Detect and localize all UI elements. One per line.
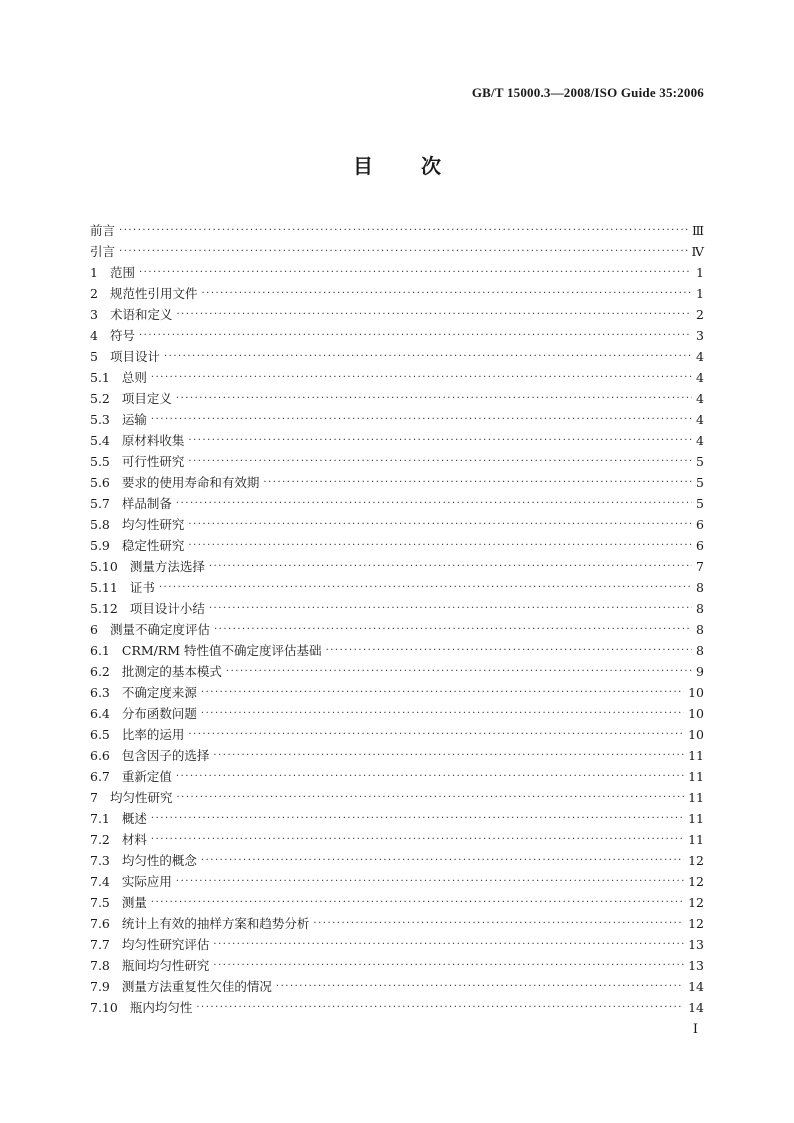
toc-entry-page: 12	[688, 853, 704, 868]
toc-entry[interactable]	[90, 577, 704, 598]
toc-entry-label: 统计上有效的抽样方案和趋势分析	[121, 916, 310, 931]
toc-entry[interactable]	[90, 409, 704, 430]
toc-entry-number: 5	[90, 349, 98, 364]
toc-entry[interactable]	[90, 934, 704, 955]
toc-entry-page: 6	[696, 517, 704, 532]
toc-entry-page: 14	[688, 979, 704, 994]
toc-entry[interactable]	[90, 955, 704, 976]
toc-leader-dots	[188, 430, 692, 451]
toc-leader-dots	[176, 388, 692, 409]
toc-entry-label: 证书	[129, 580, 155, 595]
toc-entry[interactable]	[90, 850, 704, 871]
toc-entry-page: 12	[688, 874, 704, 889]
toc-entry-page: 14	[688, 1000, 704, 1015]
toc-leader-dots	[188, 451, 692, 472]
toc-entry-label: 项目设计小结	[129, 601, 205, 616]
toc-entry-label: 测量不确定度评估	[109, 622, 210, 637]
toc-entry-page: 8	[696, 580, 704, 595]
toc-entry[interactable]	[90, 388, 704, 409]
toc-entry-page: 4	[696, 370, 704, 385]
toc-entry[interactable]	[90, 997, 704, 1018]
toc-entry-page: 6	[696, 538, 704, 553]
toc-entry[interactable]	[90, 703, 704, 724]
toc-leader-dots	[188, 724, 684, 745]
toc-entry-label: 包含因子的选择	[121, 748, 210, 763]
toc-entry[interactable]	[90, 724, 704, 745]
toc-leader-dots	[151, 367, 692, 388]
toc-entry-label: 可行性研究	[121, 454, 185, 469]
page-number: I	[692, 1022, 698, 1037]
toc-leader-dots	[263, 472, 692, 493]
toc-entry-label: 不确定度来源	[121, 685, 197, 700]
toc-leader-dots	[326, 640, 692, 661]
toc-entry-label: 前言	[90, 223, 116, 238]
toc-leader-dots	[188, 535, 692, 556]
toc-entry[interactable]	[90, 493, 704, 514]
toc-entry-page: 8	[696, 643, 704, 658]
toc-entry-label: 实际应用	[121, 874, 172, 889]
toc-entry[interactable]	[90, 556, 704, 577]
toc-leader-dots	[213, 955, 684, 976]
toc-entry[interactable]	[90, 661, 704, 682]
toc-leader-dots	[119, 241, 687, 262]
toc-entry-label: 项目定义	[121, 391, 172, 406]
toc-entry[interactable]	[90, 892, 704, 913]
toc-entry-page: 11	[688, 790, 704, 805]
toc-entry-label: 测量	[121, 895, 147, 910]
toc-entry-label: 术语和定义	[109, 307, 173, 322]
toc-leader-dots	[151, 808, 684, 829]
toc-entry-number: 6.2	[90, 664, 110, 679]
toc-entry[interactable]	[90, 871, 704, 892]
toc-entry-label: 样品制备	[121, 496, 172, 511]
toc-entry[interactable]	[90, 451, 704, 472]
toc-entry[interactable]	[90, 472, 704, 493]
toc-entry-page: 3	[696, 328, 704, 343]
toc-leader-dots	[209, 556, 692, 577]
toc-entry-label: 总则	[121, 370, 147, 385]
toc-entry[interactable]	[90, 430, 704, 451]
toc-leader-dots	[201, 283, 692, 304]
toc-entry-number: 6.3	[90, 685, 110, 700]
toc-entry-number: 6.4	[90, 706, 110, 721]
toc-entry-label: 概述	[121, 811, 147, 826]
toc-entry-page: 11	[688, 769, 704, 784]
toc-entry-number: 6.7	[90, 769, 110, 784]
toc-entry-number: 5.11	[90, 580, 118, 595]
toc-entry-label: 均匀性研究评估	[121, 937, 210, 952]
toc-leader-dots	[276, 976, 684, 997]
toc-entry[interactable]	[90, 304, 704, 325]
toc-entry-label: CRM/RM 特性值不确定度评估基础	[121, 643, 322, 658]
toc-leader-dots	[159, 577, 692, 598]
toc-entry-label: 范围	[109, 265, 135, 280]
toc-entry-label: 符号	[109, 328, 135, 343]
toc-entry-number: 7.7	[90, 937, 110, 952]
title-char-2: 次	[421, 154, 441, 178]
toc-entry-page: 12	[688, 916, 704, 931]
toc-entry-page: 11	[688, 748, 704, 763]
toc-entry-page: 1	[696, 286, 704, 301]
toc-entry-page: 10	[688, 706, 704, 721]
toc-entry[interactable]	[90, 514, 704, 535]
toc-entry-page: 11	[688, 811, 704, 826]
toc-leader-dots	[139, 325, 692, 346]
toc-entry-page: 7	[696, 559, 704, 574]
toc-entry-label: 比率的运用	[121, 727, 185, 742]
toc-leader-dots	[176, 304, 692, 325]
toc-entry-number: 7.6	[90, 916, 110, 931]
toc-leader-dots	[188, 514, 692, 535]
toc-entry-page: 5	[696, 496, 704, 511]
toc-entry-number: 7.9	[90, 979, 110, 994]
toc-entry[interactable]	[90, 829, 704, 850]
toc-entry-number: 7.5	[90, 895, 110, 910]
toc-leader-dots	[139, 262, 692, 283]
toc-entry[interactable]	[90, 535, 704, 556]
toc-entry-label: 运输	[121, 412, 147, 427]
toc-entry[interactable]	[90, 913, 704, 934]
toc-entry[interactable]	[90, 241, 704, 262]
toc-entry-number: 2	[90, 286, 98, 301]
toc-entry-number: 7.1	[90, 811, 110, 826]
toc-leader-dots	[313, 913, 684, 934]
toc-entry-page: 2	[696, 307, 704, 322]
toc-entry-number: 5.2	[90, 391, 110, 406]
toc-entry-page: 4	[696, 433, 704, 448]
toc-entry[interactable]	[90, 745, 704, 766]
toc-entry-label: 材料	[121, 832, 147, 847]
toc-entry[interactable]	[90, 283, 704, 304]
toc-leader-dots	[151, 892, 684, 913]
toc-entry-label: 稳定性研究	[121, 538, 185, 553]
toc-leader-dots	[151, 409, 692, 430]
toc-entry-number: 6	[90, 622, 98, 637]
toc-entry[interactable]	[90, 325, 704, 346]
toc-entry-page: 11	[688, 832, 704, 847]
toc-entry-page: 1	[696, 265, 704, 280]
toc-entry-page: 8	[696, 601, 704, 616]
toc-entry-number: 6.1	[90, 643, 110, 658]
toc-entry-label: 引言	[90, 244, 116, 259]
toc-entry[interactable]	[90, 220, 704, 241]
toc-entry-label: 规范性引用文件	[109, 286, 198, 301]
toc-entry-number: 5.1	[90, 370, 110, 385]
page-title	[0, 150, 794, 179]
toc-entry-label: 分布函数问题	[121, 706, 197, 721]
toc-entry[interactable]	[90, 598, 704, 619]
toc-entry-number: 5.3	[90, 412, 110, 427]
toc-entry-number: 3	[90, 307, 98, 322]
toc-entry-number: 5.10	[90, 559, 118, 574]
toc-entry-label: 测量方法重复性欠佳的情况	[121, 979, 272, 994]
table-of-contents	[90, 220, 704, 1018]
toc-entry[interactable]	[90, 619, 704, 640]
toc-entry[interactable]	[90, 346, 704, 367]
toc-entry-number: 7	[90, 790, 98, 805]
toc-entry-page: 13	[688, 958, 704, 973]
toc-entry-label: 测量方法选择	[129, 559, 205, 574]
title-char-1: 目	[353, 154, 373, 178]
toc-leader-dots	[151, 829, 684, 850]
toc-entry-page: Ⅲ	[691, 223, 704, 238]
toc-entry[interactable]	[90, 262, 704, 283]
standard-code-header: GB/T 15000.3—2008/ISO Guide 35:2006	[471, 85, 704, 100]
toc-entry-number: 5.5	[90, 454, 110, 469]
toc-leader-dots	[176, 787, 684, 808]
toc-entry-number: 5.8	[90, 517, 110, 532]
toc-entry-label: 批测定的基本模式	[121, 664, 222, 679]
toc-entry-page: 4	[696, 391, 704, 406]
toc-entry[interactable]	[90, 787, 704, 808]
toc-leader-dots	[176, 493, 692, 514]
toc-entry-page: 4	[696, 412, 704, 427]
toc-leader-dots	[214, 619, 692, 640]
toc-entry-page: 9	[696, 664, 704, 679]
toc-entry-number: 1	[90, 265, 98, 280]
toc-entry-label: 项目设计	[109, 349, 160, 364]
toc-leader-dots	[209, 598, 692, 619]
toc-leader-dots	[201, 850, 684, 871]
toc-entry[interactable]	[90, 808, 704, 829]
toc-entry-number: 5.4	[90, 433, 110, 448]
toc-entry[interactable]	[90, 976, 704, 997]
toc-leader-dots	[176, 871, 684, 892]
toc-entry-page: 12	[688, 895, 704, 910]
toc-entry-number: 7.4	[90, 874, 110, 889]
toc-entry-label: 瓶内均匀性	[129, 1000, 193, 1015]
toc-entry-page: 13	[688, 937, 704, 952]
toc-leader-dots	[196, 997, 684, 1018]
toc-leader-dots	[164, 346, 692, 367]
toc-entry-label: 要求的使用寿命和有效期	[121, 475, 260, 490]
toc-entry-page: 5	[696, 475, 704, 490]
toc-entry[interactable]	[90, 766, 704, 787]
toc-leader-dots	[201, 703, 684, 724]
toc-entry-number: 7.2	[90, 832, 110, 847]
toc-leader-dots	[176, 766, 684, 787]
toc-entry-label: 瓶间均匀性研究	[121, 958, 210, 973]
toc-leader-dots	[213, 745, 684, 766]
toc-entry-page: 10	[688, 727, 704, 742]
toc-leader-dots	[201, 682, 684, 703]
toc-entry-number: 7.10	[90, 1000, 118, 1015]
toc-entry-label: 均匀性研究	[109, 790, 173, 805]
toc-entry-label: 原材料收集	[121, 433, 185, 448]
toc-leader-dots	[119, 220, 688, 241]
toc-entry-page: Ⅳ	[691, 244, 704, 259]
toc-entry-number: 5.6	[90, 475, 110, 490]
toc-entry-label: 均匀性研究	[121, 517, 185, 532]
toc-entry-page: 4	[696, 349, 704, 364]
toc-entry-page: 10	[688, 685, 704, 700]
toc-entry-number: 5.9	[90, 538, 110, 553]
toc-entry[interactable]	[90, 640, 704, 661]
toc-entry-number: 6.5	[90, 727, 110, 742]
toc-entry-number: 4	[90, 328, 98, 343]
toc-entry-label: 均匀性的概念	[121, 853, 197, 868]
toc-leader-dots	[226, 661, 692, 682]
toc-entry-page: 8	[696, 622, 704, 637]
toc-entry-number: 7.8	[90, 958, 110, 973]
toc-entry-page: 5	[696, 454, 704, 469]
toc-entry-label: 重新定值	[121, 769, 172, 784]
toc-entry-number: 5.12	[90, 601, 118, 616]
toc-entry[interactable]	[90, 367, 704, 388]
toc-entry-number: 5.7	[90, 496, 110, 511]
toc-entry-number: 7.3	[90, 853, 110, 868]
toc-entry-number: 6.6	[90, 748, 110, 763]
toc-leader-dots	[213, 934, 684, 955]
toc-entry[interactable]	[90, 682, 704, 703]
